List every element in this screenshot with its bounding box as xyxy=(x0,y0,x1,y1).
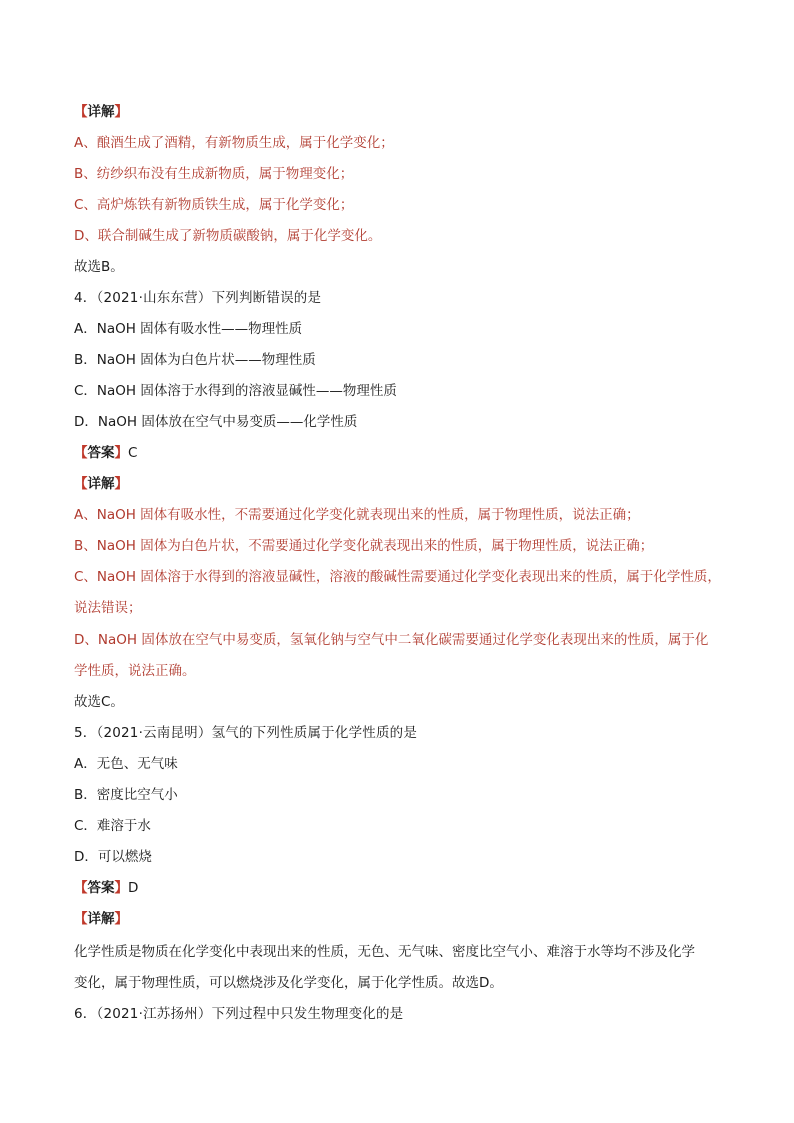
detail-line-d: D、联合制碱生成了新物质碳酸钠，属于化学变化。 xyxy=(74,228,382,244)
question-4-conclusion: 故选C。 xyxy=(74,694,124,710)
detail-line-a: A、酿酒生成了酒精，有新物质生成，属于化学变化； xyxy=(74,135,394,151)
question-5-detail-line: 化学性质是物质在化学变化中表现出来的性质，无色、无气味、密度比空气小、难溶于水等均不涉及化学 xyxy=(74,944,695,960)
question-4-answer: 【答案】C xyxy=(74,445,138,461)
detail-label: 【详解】 xyxy=(74,104,128,120)
question-4-detail-line: 说法错误； xyxy=(74,600,142,616)
question-4-option-b: B．NaOH 固体为白色片状——物理性质 xyxy=(74,352,316,368)
question-5-option-a: A．无色、无气味 xyxy=(74,756,178,772)
question-5-option-d: D．可以燃烧 xyxy=(74,849,152,865)
question-5-option-b: B．密度比空气小 xyxy=(74,787,178,803)
question-4-stem: 4．（2021·山东东营）下列判断错误的是 xyxy=(74,290,322,306)
question-4-detail-line: D、NaOH 固体放在空气中易变质，氢氧化钠与空气中二氧化碳需要通过化学变化表现出来的性质，属于化 xyxy=(74,632,709,648)
question-4-detail-line: 学性质，说法正确。 xyxy=(74,663,196,679)
question-5-detail-label: 【详解】 xyxy=(74,911,128,927)
question-4-option-d: D．NaOH 固体放在空气中易变质——化学性质 xyxy=(74,414,358,430)
question-5-answer: 【答案】D xyxy=(74,880,139,896)
question-4-option-a: A．NaOH 固体有吸水性——物理性质 xyxy=(74,321,303,337)
question-5-option-c: C．难溶于水 xyxy=(74,818,151,834)
question-4-detail-line: A、NaOH 固体有吸水性，不需要通过化学变化就表现出来的性质，属于物理性质，说法正确； xyxy=(74,507,640,523)
question-4-detail-line: C、NaOH 固体溶于水得到的溶液显碱性，溶液的酸碱性需要通过化学变化表现出来的性质，属于化学性质， xyxy=(74,569,721,585)
question-5-detail-line: 变化，属于物理性质，可以燃烧涉及化学变化，属于化学性质。故选D。 xyxy=(74,975,503,991)
question-4-detail-label: 【详解】 xyxy=(74,476,128,492)
question-5-stem: 5．（2021·云南昆明）氢气的下列性质属于化学性质的是 xyxy=(74,725,418,741)
conclusion: 故选B。 xyxy=(74,259,124,275)
question-4-detail-line: B、NaOH 固体为白色片状，不需要通过化学变化就表现出来的性质，属于物理性质，说法正确； xyxy=(74,538,654,554)
detail-line-b: B、纺纱织布没有生成新物质，属于物理变化； xyxy=(74,166,354,182)
detail-line-c: C、高炉炼铁有新物质铁生成，属于化学变化； xyxy=(74,197,354,213)
question-6-stem: 6．（2021·江苏扬州）下列过程中只发生物理变化的是 xyxy=(74,1006,404,1022)
question-4-option-c: C．NaOH 固体溶于水得到的溶液显碱性——物理性质 xyxy=(74,383,397,399)
